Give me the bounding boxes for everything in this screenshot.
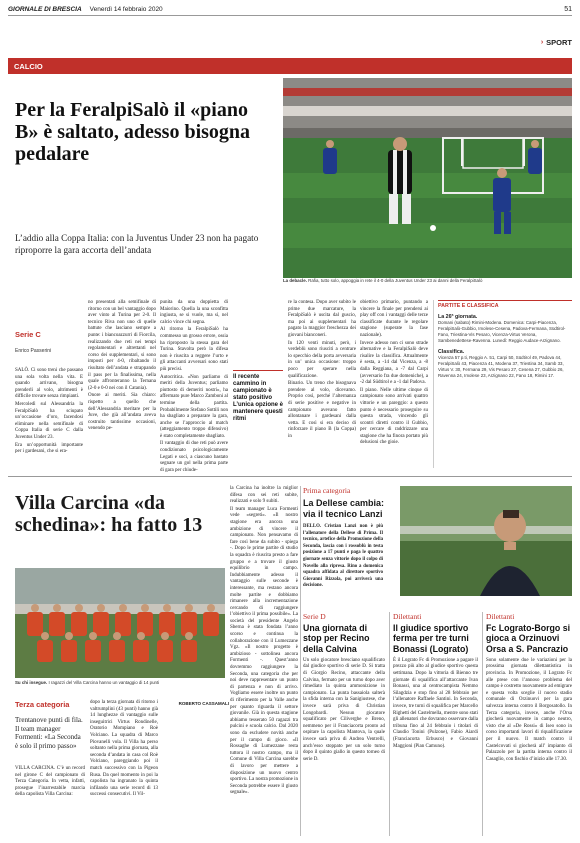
lead-column-5 bbox=[360, 300, 428, 468]
second-kicker: Terza categoria bbox=[15, 700, 70, 709]
caption-text: I ragazzi del Villa Carcina hanno un vantaggio di 14 punti bbox=[47, 680, 160, 685]
round-heading: La 26ª giornata. bbox=[438, 314, 478, 320]
lead-column-4 bbox=[288, 300, 356, 468]
column-rule bbox=[389, 612, 390, 836]
team-photo bbox=[15, 568, 225, 678]
brief-kicker: Dilettanti bbox=[486, 612, 515, 621]
newspaper-name: GIORNALE DI BRESCIA bbox=[8, 6, 82, 13]
lead-photo bbox=[283, 78, 572, 278]
brief-kicker: Serie D bbox=[303, 612, 326, 621]
brief-kicker: Dilettanti bbox=[393, 612, 422, 621]
section-tag bbox=[541, 38, 572, 47]
league-table: Vicenza 57 p.ti, Reggio A. 51, Carpi 50, Südtirol 49, Padova 44, FeralpiSalò 43, Piacenza 41, Modena 37, Triestina 34, Samb 33, Virtus V. 30, Fermana 29, Vis Pesaro 27, Cesena 27, Gubbio 26, Ravenna 24, Imolese 23, Arzignano 22, Fano 18, Rimini 17. bbox=[438, 355, 564, 378]
paragraph: SALÒ. Ci sono treni che passano una sola volta nella vita. E quando arrivano, bisogna prenderli al volo, altrimenti è difficile trovare senza rimpianti. bbox=[15, 368, 83, 400]
standings-box bbox=[433, 300, 572, 468]
paragraph: Binario. Un treno che bisognava prendere al volo, dicevamo. Proprio così, perché l’alternanza di serie positive e negative in campionato avevano fatto allontanare i gardesani dalla vetta. E così si era deciso di rinforzare il piano B (la Coppa) in bbox=[288, 381, 356, 439]
lead-column-1 bbox=[15, 368, 83, 468]
paragraph: Il team manager Luca Formenti vede «segreti». «Il nostro stagione era ancora una ambizione di vincere il campionato. Non pensavamo di fare così bene da subito - spiega -. Dopo le prime partite di studio la squadra è riuscita presto a fare gruppo e a trovare il giusto equilibrio in campo. Indubbiamente adesso il vantaggio sulle seconde è interessante, ma restano ancora molte partite e dobbiamo rimanere alla incrementazione cercando di raggiungere l’obiettivo il prima possibile». La società del presidente Angelo Sberna è stata fondata l’anno scorso e continua la collaborazione con il Lumezzane Vgz. «Il nostro progetto è ambizioso - sottolinea ancora Formenti -. Quest’anno dovremmo raggiungere la Seconda, una categoria che per noi deve rappresentare un punto di partenza e non di arrivo. Vogliamo essere inoltre un punto di riferimento per la Valle anche per quanto riguarda il settore giovanile. Già in questa stagione abbiamo tesserato 50 ragazzi tra pulcini e scuola calcio. Dal 2020 sono da escludere novità anche per il campo di gioco. «Il Rossaghe di Lumezzane resta tuttora il nostro campo, ma il Comune di Villa Carcina sarebbe di lavoro per mettere a disposizione un nuovo centro sportivo. La nostra promozione in Seconda potrebbe essere il giusto segnale». bbox=[230, 506, 298, 796]
standings-title: PARTITE E CLASSIFICA bbox=[438, 300, 572, 309]
brief-body: Un solo giocatore bresciano squalificato dal giudice sportivo di serie D. Si tratta di Giorgio Recino, attaccante della Calvina, fermato per un turno dopo aver rimediato la quinta ammonizione in campionato. La punta bassaiola salterà la sfida interna con la Sanigiustese, che invece sarà priva di Christian Longobardi. Nessun giocatore squalificato per Ciliverghe e Breno, nemmeno per il Franciacorta pronto ad ospitare la capolista Mantova, la quale invece sarà priva di Andrea Ventrelli, anch’esso stoppato per un solo turno dopo il quinto giallo in questo torneo di serie D. bbox=[303, 657, 385, 762]
column-rule bbox=[482, 612, 483, 836]
paragraph: no presentati alla semifinale di ritorno con un bel vantaggio dopo aver vinto al Turina per 2-0. Il tecnico Riva non uno di quelle battute che lasciano sempre a punte: i biancoazzurri di Fiorcila, realizzando due reti nei tempi regolamentari e altrettanti nel corso dei supplementari, si sono imposti per 4-0, ribaltando il risultato dell’andata e strappando il pass per la finalissima, nella quale affronteranno la Ternana (2-0 e 0-0 nei con il Catania). bbox=[88, 300, 156, 391]
coach-portrait bbox=[400, 486, 572, 596]
second-column-mid bbox=[90, 700, 158, 836]
category-bar: CALCIO bbox=[8, 58, 572, 74]
paragraph: punita da una doppietta di Maiorino. Quella la una sconfitta ingiusta, se si vuole, ma sì, nel calcio vince chi segna. bbox=[160, 300, 228, 325]
section-label: SPORT bbox=[546, 38, 572, 47]
lead-column-2 bbox=[88, 300, 156, 468]
author-signature: ROBERTO CASSAMALI bbox=[178, 701, 229, 706]
paragraph: In 120 venti minuti, però, i verdeblù sono riusciti a centrare lo specchio della porta avversaria in un’ unica occasione: troppo poco per sperare nella qualificazione. bbox=[288, 340, 356, 379]
brief-serie-d bbox=[303, 612, 385, 836]
lead-column-3 bbox=[160, 300, 228, 473]
paragraph: re la contesa. Dopo aver subito le prime due marcature, la FeralpiSalò è uscita dal guscio, ma poi ai supplementari ha pagato la maggior freschezza dei giovani bianconeri. bbox=[288, 300, 356, 338]
paragraph: dopo la terza giornata di ritorno i valtrumplini (43 punti) hanno già 14 lunghezze di vantaggio sulle inseguitrici Virtus Rondinelle, Oratorio Mompiano e Roè Volciano. La squadra di Marco Piovanelli vola. Il Villa ha perso soltanto nella prima giornata, alla seconda d’andata in casa col Roè Volciano, pareggiando poi il match successivo con la Pigeon Rusa. Da quel momento in poi la capolista ha ingranato la quinta infilando una serie record di 13 successi consecutivi. Il Vil- bbox=[90, 700, 158, 798]
column-rule bbox=[300, 486, 301, 836]
brief-body: Sono solamente due le variazioni per la prossima giornata dilettantistica in provincia. In Promozione, il Lograto Fc alle prese con l’annoso problema del campo è costretto nuovamente ad emigrare e questa volta sceglie il nuovo stadio comunale di Orzinuovi per la gara salvezza interna contro il Borgosatollo. In Terza categoria, invece, anche l’Orsa giocherà nuovamente in campo neutro, visto che al «De Rossi» di Iseo sono in corso importanti lavori di riqualificazione per il nuovo. Il match contro il Castelcovati si giocherà all’ impianto di Palazzolo per la partita interna contro il Casaglio, con fischio d’inizio alle 17.30. bbox=[486, 657, 572, 762]
paragraph: obiettivo primario, puntando a vincere la finale per prendersi ai play off con i vantaggi delle terze classificate durante le regolare stagione (superate la fase nazionale). bbox=[360, 300, 428, 338]
second-column-left bbox=[15, 766, 85, 836]
prima-title: La Dellese cambia: via il tecnico Lanzi bbox=[303, 498, 385, 519]
brief-title: Una giornata di stop per Recino della Calvina bbox=[303, 623, 370, 654]
team-photo-caption bbox=[15, 680, 225, 685]
second-subheadline: Trentanove punti di fila. Il team manager Formenti: «La Seconda è solo il primo passo» bbox=[15, 716, 83, 750]
paragraph: VILLA CARCINA. C’è un record nel girone C del campionato di Terza Categoria. In vetta, infatti, prosegue l’inarrestabile marcia della capolista Villa Carcina: bbox=[15, 766, 85, 798]
coach-photo bbox=[400, 486, 572, 596]
chevron-right-icon: › bbox=[540, 39, 544, 46]
paragraph: Invece adesso non ci sono strade alternative e la FeralpiSalò deve risalire la classifica. Attualmente è sesta, a -14 dal Vicenza, a -8 dalla Reggiana, a -7 dal Carpi (avversario fra due domeniche), a -2 dal Südtirol e a -1 dal Padova. bbox=[360, 340, 428, 386]
round-fixtures: Domani (sabato) Rimini-Modena. Domenica: Carpi-Piacenza, FeralpiSalò-Gubbio, Imolese-Cesena, Padova-Fermana, Südtirol-Fano, Triestina-Vis Pesaro, Vicenza-Virtus Verona, Sambenedettese-Ravenna. Lunedì: Reggio Audace-Arzignano. bbox=[438, 320, 566, 343]
second-column-right bbox=[230, 486, 298, 796]
lead-subheadline: L’addio alla Coppa Italia: con la Juventus Under 23 non ha pagato riproporre la gara accorta dell’andata bbox=[15, 233, 259, 255]
team-group-photo bbox=[15, 568, 225, 678]
masthead bbox=[8, 4, 572, 16]
paragraph: Onore ai meriti. Sia chiaro: rispetto a quello che dell’Alessandria meritare per la Juve, che già all’andata aveva costruito tantissime occasioni, venendo pe- bbox=[88, 393, 156, 432]
issue-date: Venerdì 14 febbraio 2020 bbox=[89, 6, 163, 13]
section-divider bbox=[8, 476, 572, 477]
lead-author: Enrico Passerini bbox=[15, 348, 52, 354]
paragraph: Al ritorno la FeralpiSalò ha commesso un grosso errore, ossia ha riproposto la stessa gara del Turina. Stavolta però la difesa non è riuscita a reggere l’urto e gli attaccanti avversari sono stati più precisi. bbox=[160, 327, 228, 372]
second-headline: Villa Carcina «da schedina»: ha fatto 13 bbox=[15, 492, 203, 536]
second-column-end bbox=[161, 700, 229, 836]
paragraph: la Carcina ha inoltre la miglior difesa con sei reti subite, realizzati e solo 9 subiti. bbox=[230, 486, 298, 505]
paragraph: Autocritica. «Non parliamo di meriti della Juventus; parliamo piuttosto di demeriti nostri», ha affermato pure Marco Zamboni al termine della partita. Probabilmente Stefano Sottili non ha sbagliato a preparare la gara, anche se l’approccio al match (atteggiamento troppo difensivo) è stato completamente sbagliato. bbox=[160, 374, 228, 439]
caption-lead-in: La debacle. bbox=[283, 278, 307, 283]
table-heading: Classifica. bbox=[438, 349, 465, 355]
paragraph: Il vantaggio di due reti può avere condizionato psicologicamente Legati e soci, a ciascuno bastato segnare un gol nella prima parte di gara per chiude- bbox=[160, 441, 228, 473]
brief-dilettanti-2 bbox=[486, 612, 572, 836]
lead-headline: Per la FeralpiSalò il «piano B» è saltato, adesso bisogna pedalare bbox=[15, 99, 251, 165]
paragraph: Il piano. Nelle ultime cinque di campionato sono arrivati quattro vittorie e un pareggio: a questo punto è necessario proseguire su questa strada, vincendo gli scontri diretti contro il Gubbio, per cercare di raddrizzare una stagione che ha finora portato più delusioni che gioie. bbox=[360, 387, 428, 446]
prima-kicker: Prima categoria bbox=[303, 486, 351, 495]
paragraph: Era un’opportunità importante per i gardesani, che si era- bbox=[15, 442, 83, 455]
lead-photo-caption bbox=[283, 278, 572, 284]
caption-lead-in: Su chi insegue. bbox=[15, 680, 48, 685]
brief-title: Fc Lograto-Borgo si gioca a Orzinuovi Orsa a S. Pancrazio bbox=[486, 623, 571, 654]
pull-quote: Il recente cammino in campionato è stato positivo L’unica opzione è mantenere questi ritmi bbox=[233, 370, 283, 423]
soccer-match-photo bbox=[283, 78, 572, 278]
brief-body: È il Lograto Fc di Promozione a pagare il prezzo più alto al giudice sportivo questa settimana. Dopo la vittoria di Bienno tre giornate di squalifica all’attaccante Ivan Bonassi, una al centrocampista Nemmo Silagdzia e stop fino al 28 febbraio per l’allenatore Raffaele Santini. In Seconda, invece, tre turni di squalifica per Marcello Righetti del Castelmella, mentre sono stati gli allenatori che dovranno osservare dalla tribuna fino al 24 febbraio i titolari di Claudio Tonini (Pulzone), Fabio Aiardi (Franciacorta Erbusco) e Giovanni Maggioni (Pian Camuno). bbox=[393, 657, 478, 749]
prima-body: DELLO. Cristian Lanzi non è più l’allenatore della Dellese di Prima. Il tecnico, artefice della Promozione della Seconda, lascia con i rossoblù in testa posizione a 17 punti e paga le quattro giornate senza vittorie dopo il colpo di Novello alla ripresa. Rino a domenica squadra affidata al direttore sportivo Giovanni Rizzola, poi arriverà una decisione. bbox=[303, 524, 383, 589]
caption-text: Rafia, tutto solo, appoggia in rete il 4-0 della Juventus Under 23 ai danni della FeralpiSalò bbox=[306, 278, 483, 283]
paragraph: Mercoledì sul Alessandria la FeralpiSalò ha sciupato un’occasione d’oro, facendosi eliminare nella semifinale di Coppa Italia di serie C dalla Juventus Under 23. bbox=[15, 401, 83, 440]
brief-title: Il giudice sportivo ferma per tre turni Bonassi (Lograto) bbox=[393, 623, 469, 654]
lead-kicker: Serie C bbox=[15, 330, 41, 339]
page-number: 51 bbox=[564, 6, 572, 13]
brief-dilettanti-1 bbox=[393, 612, 478, 836]
